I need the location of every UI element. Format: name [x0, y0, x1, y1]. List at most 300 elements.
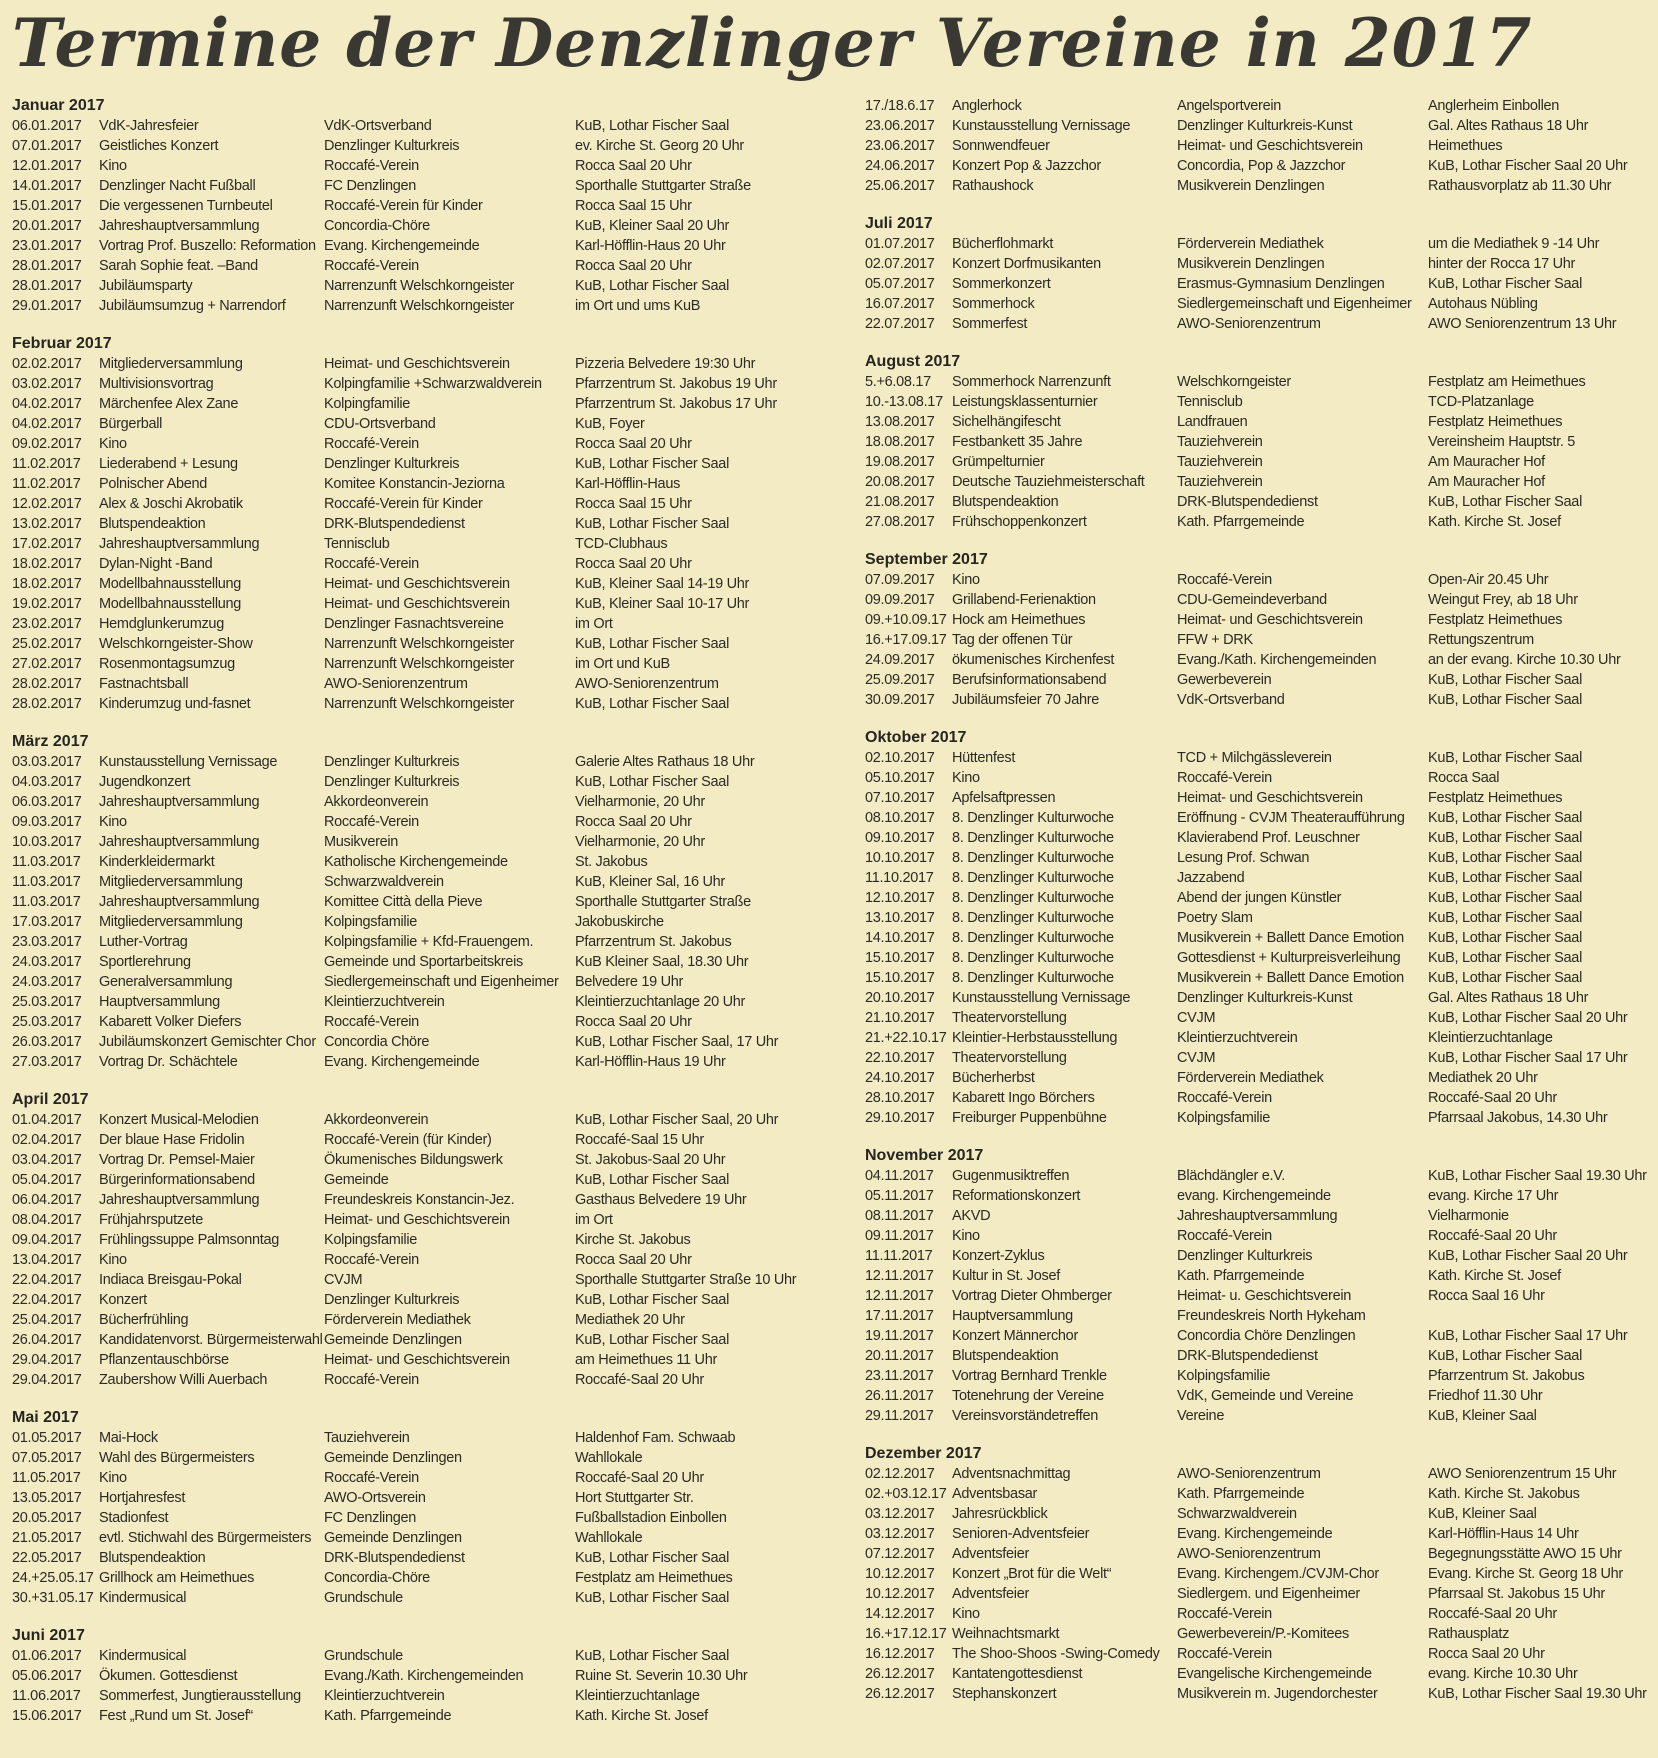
event-row — [865, 928, 1650, 948]
event-row — [12, 1646, 852, 1666]
event-place: KuB, Lothar Fischer Saal — [1428, 276, 1582, 292]
event-place: KuB, Lothar Fischer Saal 20 Uhr — [1428, 158, 1628, 174]
event-title: Jubiläumsumzug + Narrendorf — [99, 298, 286, 314]
month-spacer — [12, 1072, 852, 1090]
event-title: Kino — [952, 1606, 980, 1622]
event-date: 09.04.2017 — [12, 1232, 82, 1248]
event-organizer: Ökumenisches Bildungswerk — [324, 1152, 503, 1168]
month-spacer — [12, 1608, 852, 1626]
event-date: 25.04.2017 — [12, 1312, 82, 1328]
event-title: Sommerfest — [952, 316, 1028, 332]
event-organizer: DRK-Blutspendedienst — [324, 516, 465, 532]
event-place: KuB, Lothar Fischer Saal — [575, 516, 729, 532]
event-title: Dylan-Night -Band — [99, 556, 213, 572]
event-title: Leistungsklassenturnier — [952, 394, 1098, 410]
event-title: Jubiläumsfeier 70 Jahre — [952, 692, 1100, 708]
event-date: 25.03.2017 — [12, 1014, 82, 1030]
event-date: 15.01.2017 — [12, 198, 82, 214]
event-row — [12, 1686, 852, 1706]
event-date: 03.12.2017 — [865, 1526, 935, 1542]
event-organizer: Musikverein — [324, 834, 399, 850]
month-spacer — [865, 710, 1650, 728]
event-row — [12, 694, 852, 714]
event-title: Konzert „Brot für die Welt“ — [952, 1566, 1112, 1582]
event-organizer: Blächdängler e.V. — [1177, 1168, 1286, 1184]
event-organizer: Akkordeonverein — [324, 1112, 429, 1128]
event-organizer: Abend der jungen Künstler — [1177, 890, 1342, 906]
event-title: Konzert Pop & Jazzchor — [952, 158, 1101, 174]
event-date: 11.02.2017 — [12, 456, 81, 472]
event-date: 29.04.2017 — [12, 1352, 82, 1368]
event-place: KuB, Lothar Fischer Saal — [575, 1172, 729, 1188]
event-title: Adventsnachmittag — [952, 1466, 1071, 1482]
event-title: Kabarett Ingo Börchers — [952, 1090, 1095, 1106]
event-date: 20.10.2017 — [865, 990, 935, 1006]
event-organizer: Concordia-Chöre — [324, 1570, 430, 1586]
month-heading: August 2017 — [865, 353, 961, 370]
event-row — [865, 1584, 1650, 1604]
event-title: Zaubershow Willi Auerbach — [99, 1372, 268, 1388]
event-place: KuB, Kleiner Saal 10-17 Uhr — [575, 596, 750, 612]
event-place: KuB, Lothar Fischer Saal — [1428, 970, 1582, 986]
event-title: Blutspendeaktion — [99, 1550, 206, 1566]
event-organizer: Katholische Kirchengemeinde — [324, 854, 508, 870]
event-row — [865, 888, 1650, 908]
event-organizer: Roccafé-Verein — [324, 556, 419, 572]
event-organizer: Roccafé-Verein — [1177, 1090, 1272, 1106]
event-date: 15.10.2017 — [865, 970, 935, 986]
month-spacer — [12, 714, 852, 732]
event-organizer: Heimat- und Geschichtsverein — [324, 356, 510, 372]
event-date: 28.02.2017 — [12, 696, 82, 712]
event-row — [865, 1068, 1650, 1088]
event-row — [12, 1130, 852, 1150]
event-organizer: Concordia, Pop & Jazzchor — [1177, 158, 1346, 174]
event-organizer: Denzlinger Kulturkreis-Kunst — [1177, 118, 1353, 134]
event-place: ev. Kirche St. Georg 20 Uhr — [575, 138, 744, 154]
event-date: 02.02.2017 — [12, 356, 82, 372]
event-date: 06.01.2017 — [12, 118, 82, 134]
event-row — [12, 394, 852, 414]
month-spacer — [865, 334, 1650, 352]
event-place: Jakobuskirche — [575, 914, 664, 930]
event-title: Sichelhängifescht — [952, 414, 1061, 430]
event-row — [865, 1624, 1650, 1644]
event-place: Karl-Höfflin-Haus 14 Uhr — [1428, 1526, 1579, 1542]
event-title: Ökumen. Gottesdienst — [99, 1668, 238, 1684]
event-organizer: Denzlinger Kulturkreis-Kunst — [1177, 990, 1353, 1006]
event-date: 11.03.2017 — [12, 854, 81, 870]
event-date: 25.06.2017 — [865, 178, 935, 194]
event-place: KuB, Lothar Fischer Saal — [1428, 890, 1582, 906]
event-place: KuB, Kleiner Saal 14-19 Uhr — [575, 576, 750, 592]
event-date: 09.03.2017 — [12, 814, 82, 830]
event-row — [12, 534, 852, 554]
event-place: Gal. Altes Rathaus 18 Uhr — [1428, 990, 1589, 1006]
event-title: Kino — [99, 814, 127, 830]
event-row — [12, 454, 852, 474]
event-organizer: Klavierabend Prof. Leuschner — [1177, 830, 1360, 846]
event-organizer: Eröffnung - CVJM Theateraufführung — [1177, 810, 1405, 826]
event-row — [12, 136, 852, 156]
event-organizer: Vereine — [1177, 1408, 1225, 1424]
event-row — [865, 1088, 1650, 1108]
event-row — [12, 932, 852, 952]
event-row — [12, 116, 852, 136]
event-row — [12, 812, 852, 832]
event-row — [12, 276, 852, 296]
event-date: 05.10.2017 — [865, 770, 935, 786]
event-organizer: Evang. Kirchengemeinde — [1177, 1526, 1333, 1542]
event-place: KuB, Lothar Fischer Saal — [1428, 810, 1582, 826]
event-row — [865, 968, 1650, 988]
event-date: 09.02.2017 — [12, 436, 82, 452]
event-row — [12, 1032, 852, 1052]
event-organizer: AWO-Seniorenzentrum — [1177, 1466, 1321, 1482]
event-title: 8. Denzlinger Kulturwoche — [952, 930, 1114, 946]
event-organizer: Heimat- und Geschichtsverein — [1177, 790, 1363, 806]
event-row — [865, 1684, 1650, 1704]
event-place: Rocca Saal 15 Uhr — [575, 496, 692, 512]
event-row — [865, 234, 1650, 254]
event-row — [865, 1346, 1650, 1366]
event-date: 11.03.2017 — [12, 894, 81, 910]
event-place: Roccafé-Saal 20 Uhr — [1428, 1090, 1557, 1106]
event-place: an der evang. Kirche 10.30 Uhr — [1428, 652, 1621, 668]
event-row — [12, 992, 852, 1012]
event-row — [12, 1588, 852, 1608]
event-date: 24.10.2017 — [865, 1070, 935, 1086]
event-row — [12, 634, 852, 654]
event-place: Roccafé-Saal 15 Uhr — [575, 1132, 704, 1148]
event-organizer: Denzlinger Kulturkreis — [324, 138, 460, 154]
event-date: 03.04.2017 — [12, 1152, 82, 1168]
event-organizer: Freundeskreis North Hykeham — [1177, 1308, 1366, 1324]
event-date: 27.08.2017 — [865, 514, 935, 530]
event-row — [865, 828, 1650, 848]
event-row — [12, 1330, 852, 1350]
event-date: 23.02.2017 — [12, 616, 82, 632]
event-organizer: Lesung Prof. Schwan — [1177, 850, 1310, 866]
event-date: 29.11.2017 — [865, 1408, 934, 1424]
event-place: Sporthalle Stuttgarter Straße 10 Uhr — [575, 1272, 797, 1288]
month-heading: Januar 2017 — [12, 97, 105, 114]
event-title: Modellbahnausstellung — [99, 576, 242, 592]
event-organizer: Förderverein Mediathek — [324, 1312, 471, 1328]
event-title: Mai-Hock — [99, 1430, 158, 1446]
event-title: Geistliches Konzert — [99, 138, 219, 154]
event-row — [865, 294, 1650, 314]
event-row — [865, 176, 1650, 196]
event-place: Festplatz Heimethues — [1428, 414, 1563, 430]
event-title: Indiaca Breisgau-Pokal — [99, 1272, 242, 1288]
event-date: 30.09.2017 — [865, 692, 935, 708]
event-organizer: VdK-Ortsverband — [1177, 692, 1285, 708]
event-row — [865, 690, 1650, 710]
event-row — [12, 1290, 852, 1310]
event-row — [865, 1406, 1650, 1426]
event-organizer: FC Denzlingen — [324, 178, 417, 194]
event-organizer: Tennisclub — [324, 536, 390, 552]
event-title: Jubiläumsparty — [99, 278, 193, 294]
event-place: KuB, Lothar Fischer Saal — [575, 278, 729, 294]
event-date: 09.11.2017 — [865, 1228, 934, 1244]
event-date: 04.11.2017 — [865, 1168, 934, 1184]
event-place: KuB, Lothar Fischer Saal — [1428, 830, 1582, 846]
event-date: 25.02.2017 — [12, 636, 82, 652]
event-organizer: Kolpingsfamilie — [1177, 1368, 1271, 1384]
event-title: Denzlinger Nacht Fußball — [99, 178, 256, 194]
event-title: Bürgerball — [99, 416, 163, 432]
event-place: um die Mediathek 9 -14 Uhr — [1428, 236, 1600, 252]
event-organizer: Musikverein + Ballett Dance Emotion — [1177, 970, 1404, 986]
event-row — [12, 1706, 852, 1726]
event-place: KuB, Lothar Fischer Saal 17 Uhr — [1428, 1050, 1628, 1066]
event-place: Gasthaus Belvedere 19 Uhr — [575, 1192, 747, 1208]
event-date: 5.+6.08.17 — [865, 374, 931, 390]
event-organizer: Evang./Kath. Kirchengemeinden — [324, 1668, 524, 1684]
event-date: 14.12.2017 — [865, 1606, 935, 1622]
event-title: Jahreshauptversammlung — [99, 794, 260, 810]
event-date: 07.09.2017 — [865, 572, 935, 588]
event-organizer: Roccafé-Verein — [1177, 572, 1272, 588]
event-organizer: Kolpingsfamilie — [1177, 1110, 1271, 1126]
event-row — [12, 1052, 852, 1072]
event-place: Wahllokale — [575, 1530, 643, 1546]
event-date: 11.03.2017 — [12, 874, 81, 890]
event-place: Rocca Saal 20 Uhr — [575, 556, 692, 572]
event-organizer: TCD + Milchgässleverein — [1177, 750, 1332, 766]
event-organizer: FFW + DRK — [1177, 632, 1253, 648]
event-place: Vereinsheim Hauptstr. 5 — [1428, 434, 1576, 450]
event-title: Hauptversammlung — [99, 994, 220, 1010]
event-row — [865, 748, 1650, 768]
event-organizer: Gottesdienst + Kulturpreisverleihung — [1177, 950, 1401, 966]
event-title: 8. Denzlinger Kulturwoche — [952, 850, 1114, 866]
event-organizer: Schwarzwaldverein — [1177, 1506, 1297, 1522]
event-organizer: AWO-Seniorenzentrum — [1177, 1546, 1321, 1562]
event-date: 23.06.2017 — [865, 118, 935, 134]
event-row — [12, 1468, 852, 1488]
event-place: KuB, Lothar Fischer Saal 17 Uhr — [1428, 1328, 1628, 1344]
event-row — [12, 1428, 852, 1448]
event-place: Rocca Saal 20 Uhr — [575, 1252, 692, 1268]
event-row — [12, 1190, 852, 1210]
month-spacer — [12, 1390, 852, 1408]
event-title: Sportlerehrung — [99, 954, 191, 970]
event-organizer: Tauziehverein — [1177, 474, 1263, 490]
event-row — [865, 274, 1650, 294]
event-place: Kirche St. Jakobus — [575, 1232, 691, 1248]
event-organizer: Kath. Pfarrgemeinde — [1177, 514, 1305, 530]
event-organizer: Jahreshauptversammlung — [1177, 1208, 1338, 1224]
event-title: Kultur in St. Josef — [952, 1268, 1060, 1284]
event-place: am Heimethues 11 Uhr — [575, 1352, 718, 1368]
event-place: evang. Kirche 10.30 Uhr — [1428, 1666, 1578, 1682]
event-place: Festplatz Heimethues — [1428, 612, 1563, 628]
event-organizer: Musikverein + Ballett Dance Emotion — [1177, 930, 1404, 946]
event-organizer: Denzlinger Kulturkreis — [324, 456, 460, 472]
event-organizer: Kleintierzuchtverein — [324, 994, 445, 1010]
event-organizer: VdK, Gemeinde und Vereine — [1177, 1388, 1354, 1404]
event-row — [12, 374, 852, 394]
event-organizer: Heimat- und Geschichtsverein — [324, 1352, 510, 1368]
event-date: 30.+31.05.17 — [12, 1590, 94, 1606]
event-row — [865, 590, 1650, 610]
event-title: Blutspendeaktion — [952, 1348, 1059, 1364]
event-title: Jahreshauptversammlung — [99, 218, 260, 234]
event-organizer: Roccafé-Verein (für Kinder) — [324, 1132, 492, 1148]
event-title: Fastnachtsball — [99, 676, 189, 692]
event-organizer: Kolpingfamilie — [324, 396, 411, 412]
event-date: 26.11.2017 — [865, 1388, 934, 1404]
event-place: Kleintierzuchtanlage 20 Uhr — [575, 994, 746, 1010]
event-organizer: DRK-Blutspendedienst — [1177, 494, 1318, 510]
event-place: KuB, Lothar Fischer Saal 20 Uhr — [1428, 1248, 1628, 1264]
event-organizer: Narrenzunft Welschkorngeister — [324, 656, 515, 672]
event-date: 27.03.2017 — [12, 1054, 82, 1070]
event-title: Sarah Sophie feat. –Band — [99, 258, 258, 274]
event-organizer: Gemeinde Denzlingen — [324, 1530, 462, 1546]
event-title: 8. Denzlinger Kulturwoche — [952, 830, 1114, 846]
event-title: Rosenmontagsumzug — [99, 656, 235, 672]
event-title: The Shoo-Shoos -Swing-Comedy — [952, 1646, 1160, 1662]
event-row — [12, 594, 852, 614]
month-spacer — [12, 316, 852, 334]
event-date: 09.10.2017 — [865, 830, 935, 846]
event-row — [865, 1108, 1650, 1128]
event-date: 07.12.2017 — [865, 1546, 935, 1562]
event-date: 02.12.2017 — [865, 1466, 935, 1482]
event-row — [12, 216, 852, 236]
event-organizer: Akkordeonverein — [324, 794, 429, 810]
event-date: 14.01.2017 — [12, 178, 82, 194]
event-place: Roccafé-Saal 20 Uhr — [575, 1470, 704, 1486]
event-title: 8. Denzlinger Kulturwoche — [952, 950, 1114, 966]
event-title: Kantatengottesdienst — [952, 1666, 1083, 1682]
event-title: Grümpelturnier — [952, 454, 1045, 470]
event-title: Adventsfeier — [952, 1586, 1029, 1602]
event-organizer: Roccafé-Verein — [324, 814, 419, 830]
event-place: KuB, Lothar Fischer Saal — [1428, 1348, 1582, 1364]
event-place: Festplatz am Heimethues — [575, 1570, 733, 1586]
event-place: evang. Kirche 17 Uhr — [1428, 1188, 1559, 1204]
month-heading: Oktober 2017 — [865, 729, 967, 746]
event-row — [12, 832, 852, 852]
event-organizer: Roccafé-Verein — [324, 436, 419, 452]
event-place: Open-Air 20.45 Uhr — [1428, 572, 1549, 588]
event-title: Stephanskonzert — [952, 1686, 1057, 1702]
event-title: Hauptversammlung — [952, 1308, 1073, 1324]
event-place: Galerie Altes Rathaus 18 Uhr — [575, 754, 755, 770]
event-date: 06.04.2017 — [12, 1192, 82, 1208]
event-place: KuB, Lothar Fischer Saal — [575, 1590, 729, 1606]
event-place: Evang. Kirche St. Georg 18 Uhr — [1428, 1566, 1623, 1582]
month-heading: Juli 2017 — [865, 215, 933, 232]
event-place: Am Mauracher Hof — [1428, 474, 1545, 490]
event-title: Mitgliederversammlung — [99, 914, 243, 930]
event-date: 10.10.2017 — [865, 850, 935, 866]
event-row — [12, 972, 852, 992]
event-place: KuB Kleiner Saal, 18.30 Uhr — [575, 954, 749, 970]
event-row — [12, 792, 852, 812]
event-row — [12, 1666, 852, 1686]
event-row — [865, 610, 1650, 630]
event-place: Roccafé-Saal 20 Uhr — [1428, 1606, 1557, 1622]
event-title: Bücherflohmarkt — [952, 236, 1054, 252]
event-organizer: CDU-Gemeindeverband — [1177, 592, 1327, 608]
month-spacer — [865, 532, 1650, 550]
event-place: AWO Seniorenzentrum 15 Uhr — [1428, 1466, 1617, 1482]
event-title: Deutsche Tauziehmeisterschaft — [952, 474, 1145, 490]
event-place: Anglerheim Einbollen — [1428, 98, 1560, 114]
event-organizer: Musikverein m. Jugendorchester — [1177, 1686, 1378, 1702]
event-organizer: Evang. Kirchengem./CVJM-Chor — [1177, 1566, 1379, 1582]
event-date: 16.12.2017 — [865, 1646, 935, 1662]
event-place: Kleintierzuchtanlage — [575, 1688, 700, 1704]
event-organizer: DRK-Blutspendedienst — [1177, 1348, 1318, 1364]
month-heading: Februar 2017 — [12, 335, 112, 352]
event-organizer: Roccafé-Verein — [1177, 770, 1272, 786]
event-organizer: Gewerbeverein — [1177, 672, 1272, 688]
event-row — [12, 1012, 852, 1032]
event-title: Vereinsvorständetreffen — [952, 1408, 1098, 1424]
event-title: Polnischer Abend — [99, 476, 208, 492]
event-row — [865, 1664, 1650, 1684]
event-title: Kino — [952, 1228, 980, 1244]
event-title: Kindermusical — [99, 1590, 187, 1606]
event-place: Autohaus Nübling — [1428, 296, 1538, 312]
event-title: Stadionfest — [99, 1510, 169, 1526]
event-title: Konzert-Zyklus — [952, 1248, 1045, 1264]
event-place: KuB, Lothar Fischer Saal — [575, 456, 729, 472]
event-date: 03.03.2017 — [12, 754, 82, 770]
event-row — [865, 1206, 1650, 1226]
event-date: 29.01.2017 — [12, 298, 82, 314]
event-title: VdK-Jahresfeier — [99, 118, 199, 134]
event-row — [865, 492, 1650, 512]
event-organizer: CDU-Ortsverband — [324, 416, 436, 432]
event-title: Berufsinformationsabend — [952, 672, 1107, 688]
event-title: Märchenfee Alex Zane — [99, 396, 239, 412]
event-place: Festplatz Heimethues — [1428, 790, 1563, 806]
event-row — [865, 948, 1650, 968]
event-date: 28.02.2017 — [12, 676, 82, 692]
event-date: 08.11.2017 — [865, 1208, 934, 1224]
event-date: 25.09.2017 — [865, 672, 935, 688]
event-organizer: AWO-Ortsverein — [324, 1490, 426, 1506]
event-title: Jubiläumskonzert Gemischter Chor — [99, 1034, 316, 1050]
event-date: 13.04.2017 — [12, 1252, 82, 1268]
event-row — [865, 670, 1650, 690]
event-place: Rettungszentrum — [1428, 632, 1534, 648]
event-organizer: Poetry Slam — [1177, 910, 1253, 926]
event-row — [12, 912, 852, 932]
event-date: 07.05.2017 — [12, 1450, 82, 1466]
event-row — [865, 116, 1650, 136]
event-place: Kath. Kirche St. Josef — [575, 1708, 708, 1724]
event-title: Kleintier-Herbstausstellung — [952, 1030, 1118, 1046]
event-date: 13.05.2017 — [12, 1490, 82, 1506]
event-organizer: Förderverein Mediathek — [1177, 1070, 1324, 1086]
event-organizer: Roccafé-Verein — [324, 1252, 419, 1268]
event-date: 19.08.2017 — [865, 454, 935, 470]
event-place: Am Mauracher Hof — [1428, 454, 1545, 470]
event-date: 17.03.2017 — [12, 914, 82, 930]
month-heading: März 2017 — [12, 733, 89, 750]
event-row — [12, 852, 852, 872]
event-row — [12, 614, 852, 634]
